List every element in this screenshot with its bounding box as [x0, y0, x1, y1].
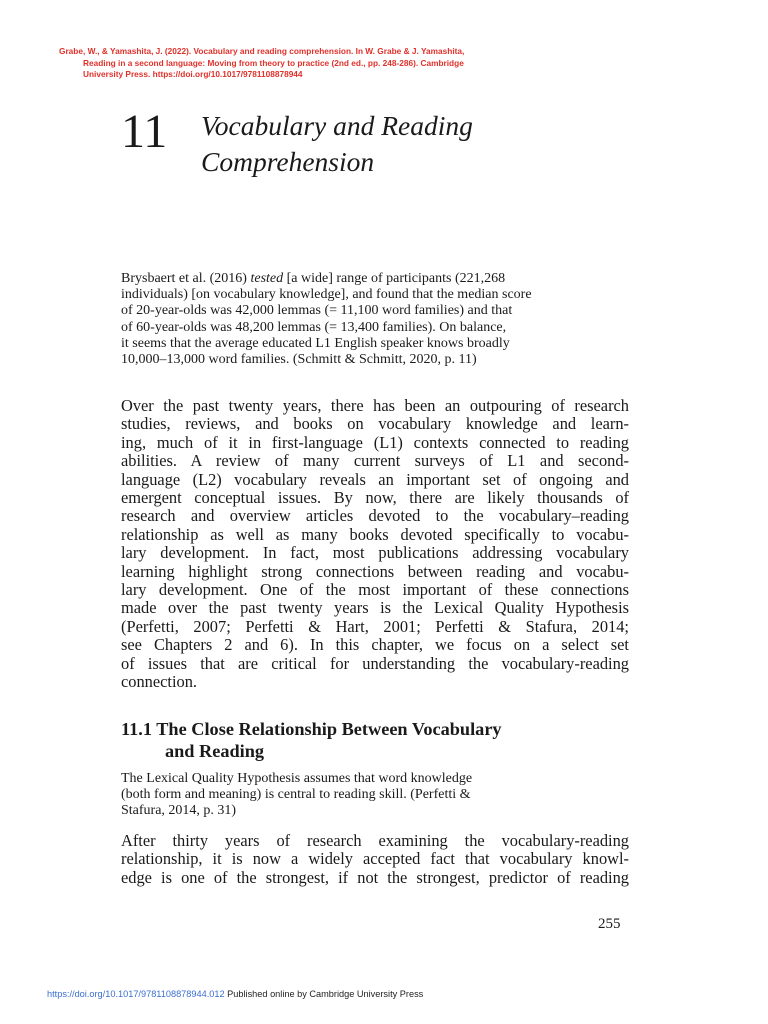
- paragraph-line: language (L2) vocabulary reveals an important set of ongoing and: [121, 469, 629, 489]
- paragraph-line: lary development. In fact, most publications addressing vocabulary: [121, 543, 629, 563]
- epigraph-quote: [121, 771, 641, 820]
- paragraph-line: studies, reviews, and books on vocabulary knowledge and learn-: [121, 414, 629, 434]
- chapter-title-line: Comprehension: [201, 146, 375, 177]
- paragraph-line: relationship as well as many books devoted specifically to vocabu-: [121, 524, 629, 544]
- paragraph-line: edge is one of the strongest, if not the strongest, predictor of reading: [121, 867, 629, 887]
- section-heading: [121, 719, 591, 762]
- doi-link[interactable]: https://doi.org/10.1017/9781108878944.012: [47, 989, 225, 999]
- epigraph-line: it seems that the average educated L1 English speaker knows broadly: [121, 335, 510, 351]
- paragraph-line: Over the past twenty years, there has been an outpouring of research: [121, 396, 629, 415]
- citation-line: Grabe, W., & Yamashita, J. (2022). Vocabulary and reading comprehension. In W. Grabe & J. Yamashita,: [59, 46, 465, 56]
- epigraph-line: individuals) [on vocabulary knowledge], and found that the median score: [121, 287, 532, 303]
- epigraph-line: Stafura, 2014, p. 31): [121, 803, 237, 819]
- paragraph-line: made over the past twenty years is the Lexical Quality Hypothesis: [121, 598, 629, 618]
- paragraph-line: lary development. One of the most important of these connections: [121, 580, 629, 600]
- section-number: 11.1: [121, 719, 152, 739]
- section-title-line: The Close Relationship Between Vocabulary: [156, 719, 502, 739]
- paragraph-line: (Perfetti, 2007; Perfetti & Hart, 2001; Perfetti & Stafura, 2014;: [121, 616, 629, 636]
- paragraph-line: emergent conceptual issues. By now, there are likely thousands of: [121, 488, 629, 508]
- citation-line: University Press. https://doi.org/10.1017/9781108878944: [83, 69, 303, 79]
- epigraph-quote: [121, 271, 641, 368]
- epigraph-line: Brysbaert et al. (2016) tested [a wide] range of participants (221,268: [121, 271, 506, 286]
- chapter-title: [201, 108, 601, 180]
- epigraph-line: (both form and meaning) is central to reading skill. (Perfetti &: [121, 787, 471, 803]
- page-number: 255: [598, 916, 621, 932]
- paragraph-line: connection.: [121, 672, 198, 692]
- paragraph-line: learning highlight strong connections between reading and vocabu-: [121, 561, 629, 581]
- body-paragraph: [121, 397, 629, 692]
- paragraph-line: see Chapters 2 and 6). In this chapter, we focus on a select set: [121, 635, 629, 655]
- footer: [47, 989, 423, 1000]
- paragraph-line: of issues that are critical for understanding the vocabulary-reading: [121, 653, 629, 673]
- epigraph-line: of 20-year-olds was 42,000 lemmas (= 11,100 word families) and that: [121, 303, 513, 319]
- epigraph-line: The Lexical Quality Hypothesis assumes that word knowledge: [121, 771, 473, 786]
- section-title-line: and Reading: [165, 740, 265, 761]
- citation-line: Reading in a second language: Moving from theory to practice (2nd ed., pp. 248-286). Cambridge: [83, 57, 464, 68]
- chapter-number: 11: [121, 105, 168, 158]
- epigraph-line: of 60-year-olds was 48,200 lemmas (= 13,400 families). On balance,: [121, 319, 507, 335]
- paragraph-line: abilities. A review of many current surveys of L1 and second-: [121, 451, 629, 471]
- publisher-note: Published online by Cambridge University Press: [224, 989, 424, 999]
- chapter-title-line: Vocabulary and Reading: [201, 110, 473, 141]
- epigraph-line: 10,000–13,000 word families. (Schmitt & Schmitt, 2020, p. 11): [121, 352, 477, 368]
- body-paragraph: [121, 832, 629, 887]
- paragraph-line: ing, much of it in first-language (L1) contexts connected to reading: [121, 432, 629, 452]
- paragraph-line: research and overview articles devoted to the vocabulary–reading: [121, 506, 629, 526]
- paragraph-line: After thirty years of research examining the vocabulary-reading: [121, 831, 629, 850]
- citation-header: [59, 46, 619, 81]
- paragraph-line: relationship, it is now a widely accepted fact that vocabulary knowl-: [121, 849, 629, 869]
